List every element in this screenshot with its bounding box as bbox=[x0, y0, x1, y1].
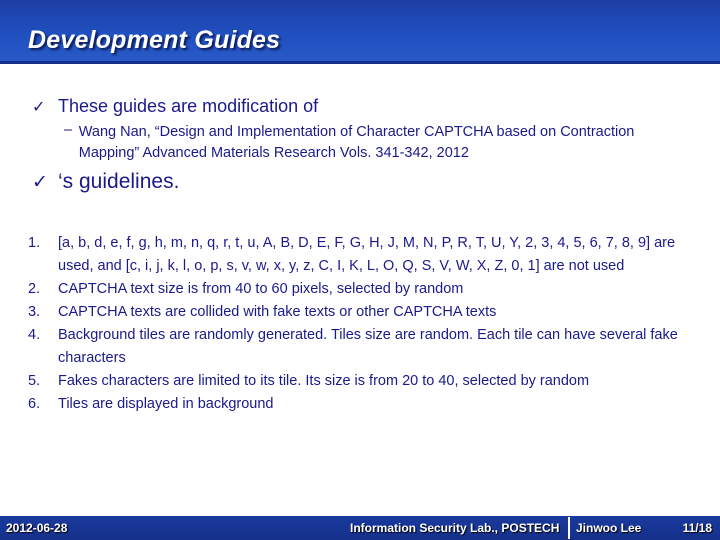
check-mark-icon: ✓ bbox=[32, 171, 48, 193]
list-item bbox=[28, 370, 700, 393]
list-text: CAPTCHA texts are collided with fake texts or other CAPTCHA texts bbox=[58, 304, 497, 320]
bullet-text: These guides are modification of bbox=[58, 96, 319, 116]
list-text: Background tiles are randomly generated. Tiles size are random. Each tile can have several fake characters bbox=[58, 327, 678, 366]
list-number: 1. bbox=[28, 235, 41, 251]
guide-list bbox=[28, 232, 700, 416]
list-item bbox=[28, 393, 700, 416]
list-item bbox=[28, 324, 700, 370]
check-mark-icon: ✓ bbox=[32, 97, 46, 116]
list-text: CAPTCHA text size is from 40 to 60 pixels, selected by random bbox=[58, 281, 464, 297]
list-text: Fakes characters are limited to its tile. Its size is from 20 to 40, selected by random bbox=[58, 373, 590, 389]
footer-author: Jinwoo Lee bbox=[576, 521, 642, 535]
list-item bbox=[28, 232, 700, 278]
title-bar bbox=[0, 0, 720, 64]
footer-bar bbox=[0, 516, 720, 540]
bullet-text: ‘s guidelines. bbox=[58, 170, 180, 193]
sub-bullet-reference bbox=[64, 122, 664, 164]
dash-icon: – bbox=[64, 122, 73, 138]
list-number: 3. bbox=[28, 304, 41, 320]
list-number: 5. bbox=[28, 373, 41, 389]
page-number: 11/18 bbox=[682, 521, 712, 535]
footer-divider bbox=[568, 517, 570, 539]
list-number: 4. bbox=[28, 327, 41, 343]
footer-lab: Information Security Lab., POSTECH bbox=[350, 521, 560, 535]
list-number: 2. bbox=[28, 281, 41, 297]
footer-date: 2012-06-28 bbox=[6, 521, 68, 535]
list-number: 6. bbox=[28, 396, 41, 412]
list-item bbox=[28, 301, 700, 324]
list-text: Tiles are displayed in background bbox=[58, 396, 274, 412]
reference-text: Wang Nan, “Design and Implementation of Character CAPTCHA based on Contraction Mapping” Advanced Materials Research Vols. 341-342, 2012 bbox=[78, 124, 635, 161]
bullet-guidelines bbox=[32, 170, 179, 194]
bullet-modification bbox=[32, 96, 318, 117]
list-item bbox=[28, 278, 700, 301]
list-text: [a, b, d, e, f, g, h, m, n, q, r, t, u, A, B, D, E, F, G, H, J, M, N, P, R, T, U, Y, 2, 3, 4, 5, 6, 7, 8, 9] are used, and [c, i, j, k, l, o, p, s, v, w, x, y, z, C, I, K, L, O, Q, S, V, W, X, Z, 0, 1] are not used bbox=[58, 235, 676, 274]
slide-title: Development Guides bbox=[28, 26, 281, 54]
